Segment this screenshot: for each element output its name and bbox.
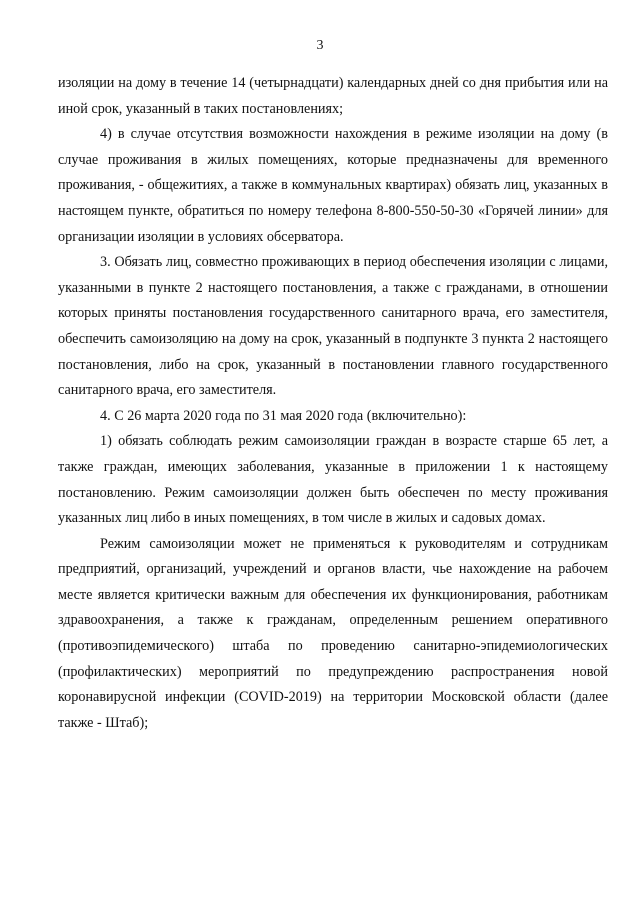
paragraph-exemptions: Режим самоизоляции может не применяться к руководителям и сотрудникам предприятий, организаций, учреждений и органов власти, чье нахождение на рабочем месте является критически важным для обеспечения их функционирования, работникам здравоохранения, а также к гражданам, определенным решением оперативного (противоэпидемического) штаба по проведению санитарно-эпидемиологических (профилактических) мероприятий по предупреждению распространения новой коронавирусной инфекции (COVID-2019) на территории Московской области (далее также - Штаб); [58, 535, 608, 731]
document-body [58, 71, 608, 736]
paragraph-clause-4: 4. С 26 марта 2020 года по 31 мая 2020 года (включительно): [100, 407, 467, 424]
page-number: 3 [316, 38, 324, 53]
paragraph-item-4: 4) в случае отсутствия возможности нахождения в режиме изоляции на дому (в случае проживания в жилых помещениях, которые предназначены для временного проживания, - общежитиях, а также в коммунальных квартирах) обязать лиц, указанных в настоящем пункте, обратиться по номеру телефона 8-800-550-50-30 «Горячей линии» для организации изоляции в условиях обсерватора. [58, 126, 608, 245]
paragraph-clause-3: 3. Обязать лиц, совместно проживающих в период обеспечения изоляции с лицами, указанными в пункте 2 настоящего постановления, а также с гражданами, в отношении которых приняты постановления государственного санитарного врача, его заместителя, обеспечить самоизоляцию на дому на срок, указанный в подпункте 3 пункта 2 настоящего постановления, либо на срок, указанный в постановлении главного государственного санитарного врача, его заместителя. [58, 254, 608, 399]
paragraph-item-1: 1) обязать соблюдать режим самоизоляции граждан в возрасте старше 65 лет, а также граждан, имеющих заболевания, указанные в приложении 1 к настоящему постановлению. Режим самоизоляции должен быть обеспечен по месту проживания указанных лиц либо в иных помещениях, в том числе в жилых и садовых домах. [58, 433, 608, 527]
paragraph-continuation: изоляции на дому в течение 14 (четырнадцати) календарных дней со дня прибытия или на иной срок, указанный в таких постановлениях; [58, 75, 608, 117]
